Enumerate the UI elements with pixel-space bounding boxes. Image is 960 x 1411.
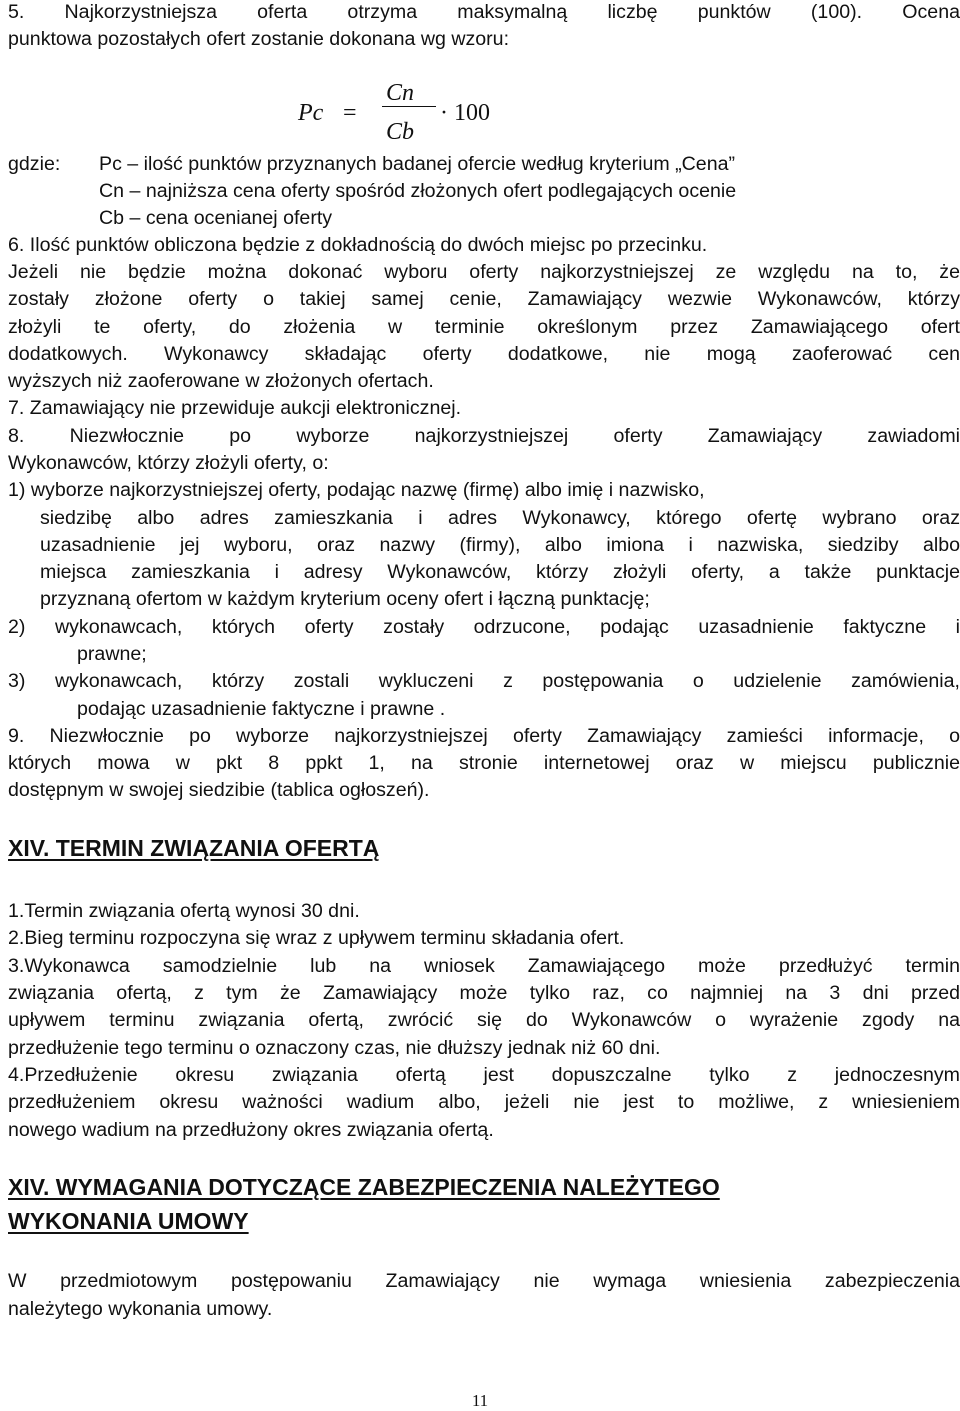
formula-lhs: Pc: [298, 100, 324, 126]
section-a-p3-line4: przedłużenie tego terminu o oznaczony czas, nie dłuższy jednak niż 60 dni.: [8, 1037, 661, 1059]
legend-cn: Cn – najniższa cena oferty spośród złożonych ofert podlegających ocenie: [99, 180, 737, 202]
section-a-p3-line2: związania ofertą, z tym że Zamawiający może tylko raz, co najmniej na 3 dni przed: [8, 982, 960, 1004]
section-a-p1: 1.Termin związania ofertą wynosi 30 dni.: [8, 900, 360, 922]
item8-sub2-line1: 2) wykonawcach, których oferty zostały odrzucone, podając uzasadnienie faktyczne i: [8, 616, 960, 638]
section-b-p1-line2: należytego wykonania umowy.: [8, 1298, 273, 1320]
section-heading-wymagania-line1: XIV. WYMAGANIA DOTYCZĄCE ZABEZPIECZENIA NALEŻYTEGO: [8, 1174, 720, 1200]
section-a-p3-line1: 3.Wykonawca samodzielnie lub na wniosek Zamawiającego może przedłużyć termin: [8, 955, 960, 977]
item9-line2: których mowa w pkt 8 ppkt 1, na stronie internetowej oraz w miejscu publicznie: [8, 752, 960, 774]
item9-line1: 9. Niezwłocznie po wyborze najkorzystniejszej oferty Zamawiający zamieści informacje, o: [8, 725, 960, 747]
section-heading-termin: XIV. TERMIN ZWIĄZANIA OFERTĄ: [8, 835, 380, 861]
item8-sub3-line2: podając uzasadnienie faktyczne i prawne .: [77, 698, 446, 720]
section-heading-wymagania-line2: WYKONANIA UMOWY: [8, 1208, 249, 1234]
formula-numerator: Cn: [386, 80, 415, 106]
item8-sub1-line1: 1) wyborze najkorzystniejszej oferty, podając nazwę (firmę) albo imię i nazwisko,: [8, 479, 705, 501]
item8-sub3-line1: 3) wykonawcach, którzy zostali wykluczeni z postępowania o udzielenie zamówienia,: [8, 670, 960, 692]
item6-line6: wyższych niż zaoferowane w złożonych ofertach.: [8, 370, 434, 392]
formula-multiplier: · 100: [440, 100, 490, 126]
legend-label: gdzie:: [8, 153, 61, 175]
item9-line3: dostępnym w swojej siedzibie (tablica ogłoszeń).: [8, 779, 430, 801]
section-b-p1-line1: W przedmiotowym postępowaniu Zamawiający nie wymaga wniesienia zabezpieczenia: [8, 1270, 960, 1292]
section-a-p4-line1: 4.Przedłużenie okresu związania ofertą jest dopuszczalne tylko z jednoczesnym: [8, 1064, 960, 1086]
item6-line2: Jeżeli nie będzie można dokonać wyboru oferty najkorzystniejszej ze względu na to, że: [8, 261, 960, 283]
item6-line4: złożyli te oferty, do złożenia w terminie określonym przez Zamawiającego ofert: [8, 316, 960, 338]
item8-line2: Wykonawców, którzy złożyli oferty, o:: [8, 452, 329, 474]
section-a-p4-line3: nowego wadium na przedłużony okres związania ofertą.: [8, 1119, 494, 1141]
legend-pc: Pc – ilość punktów przyznanych badanej ofercie według kryterium „Cena”: [99, 153, 736, 175]
section-a-p4-line2: przedłużeniem okresu ważności wadium albo, jeżeli nie jest to możliwe, z wniesieniem: [8, 1091, 960, 1113]
item8-line1: 8. Niezwłocznie po wyborze najkorzystniejszej oferty Zamawiający zawiadomi: [8, 425, 960, 447]
formula-equals: =: [343, 100, 357, 126]
item8-sub1-line4: miejsca zamieszkania i adresy Wykonawców, którzy złożyli oferty, a także punktacje: [40, 561, 960, 583]
item8-sub1-line5: przyznaną ofertom w każdym kryterium oceny ofert i łączną punktację;: [40, 588, 650, 610]
fraction-bar: [382, 106, 436, 107]
item8-sub2-line2: prawne;: [77, 643, 147, 665]
item8-sub1-line3: uzasadnienie jej wyboru, oraz nazwy (firmy), albo imiona i nazwiska, siedziby albo: [40, 534, 960, 556]
item6-line5: dodatkowych. Wykonawcy składając oferty dodatkowe, nie mogą zaoferować cen: [8, 343, 960, 365]
item7: 7. Zamawiający nie przewiduje aukcji elektronicznej.: [8, 397, 462, 419]
page-number: 11: [471, 1391, 489, 1410]
section-a-p2: 2.Bieg terminu rozpoczyna się wraz z upływem terminu składania ofert.: [8, 927, 625, 949]
section-a-p3-line3: upływem terminu związania ofertą, zwrócić się do Wykonawców o wyrażenie zgody na: [8, 1009, 960, 1031]
item5-line2: punktowa pozostałych ofert zostanie dokonana wg wzoru:: [8, 28, 510, 50]
legend-cb: Cb – cena ocenianej oferty: [99, 207, 333, 229]
formula-denominator: Cb: [386, 119, 415, 145]
item5-line1: 5. Najkorzystniejsza oferta otrzyma maksymalną liczbę punktów (100). Ocena: [8, 1, 960, 23]
item8-sub1-line2: siedzibę albo adres zamieszkania i adres Wykonawcy, którego ofertę wybrano oraz: [40, 507, 960, 529]
item6-line3: zostały złożone oferty o takiej samej cenie, Zamawiający wezwie Wykonawców, którzy: [8, 288, 960, 310]
item6-line1: 6. Ilość punktów obliczona będzie z dokładnością do dwóch miejsc po przecinku.: [8, 234, 708, 256]
